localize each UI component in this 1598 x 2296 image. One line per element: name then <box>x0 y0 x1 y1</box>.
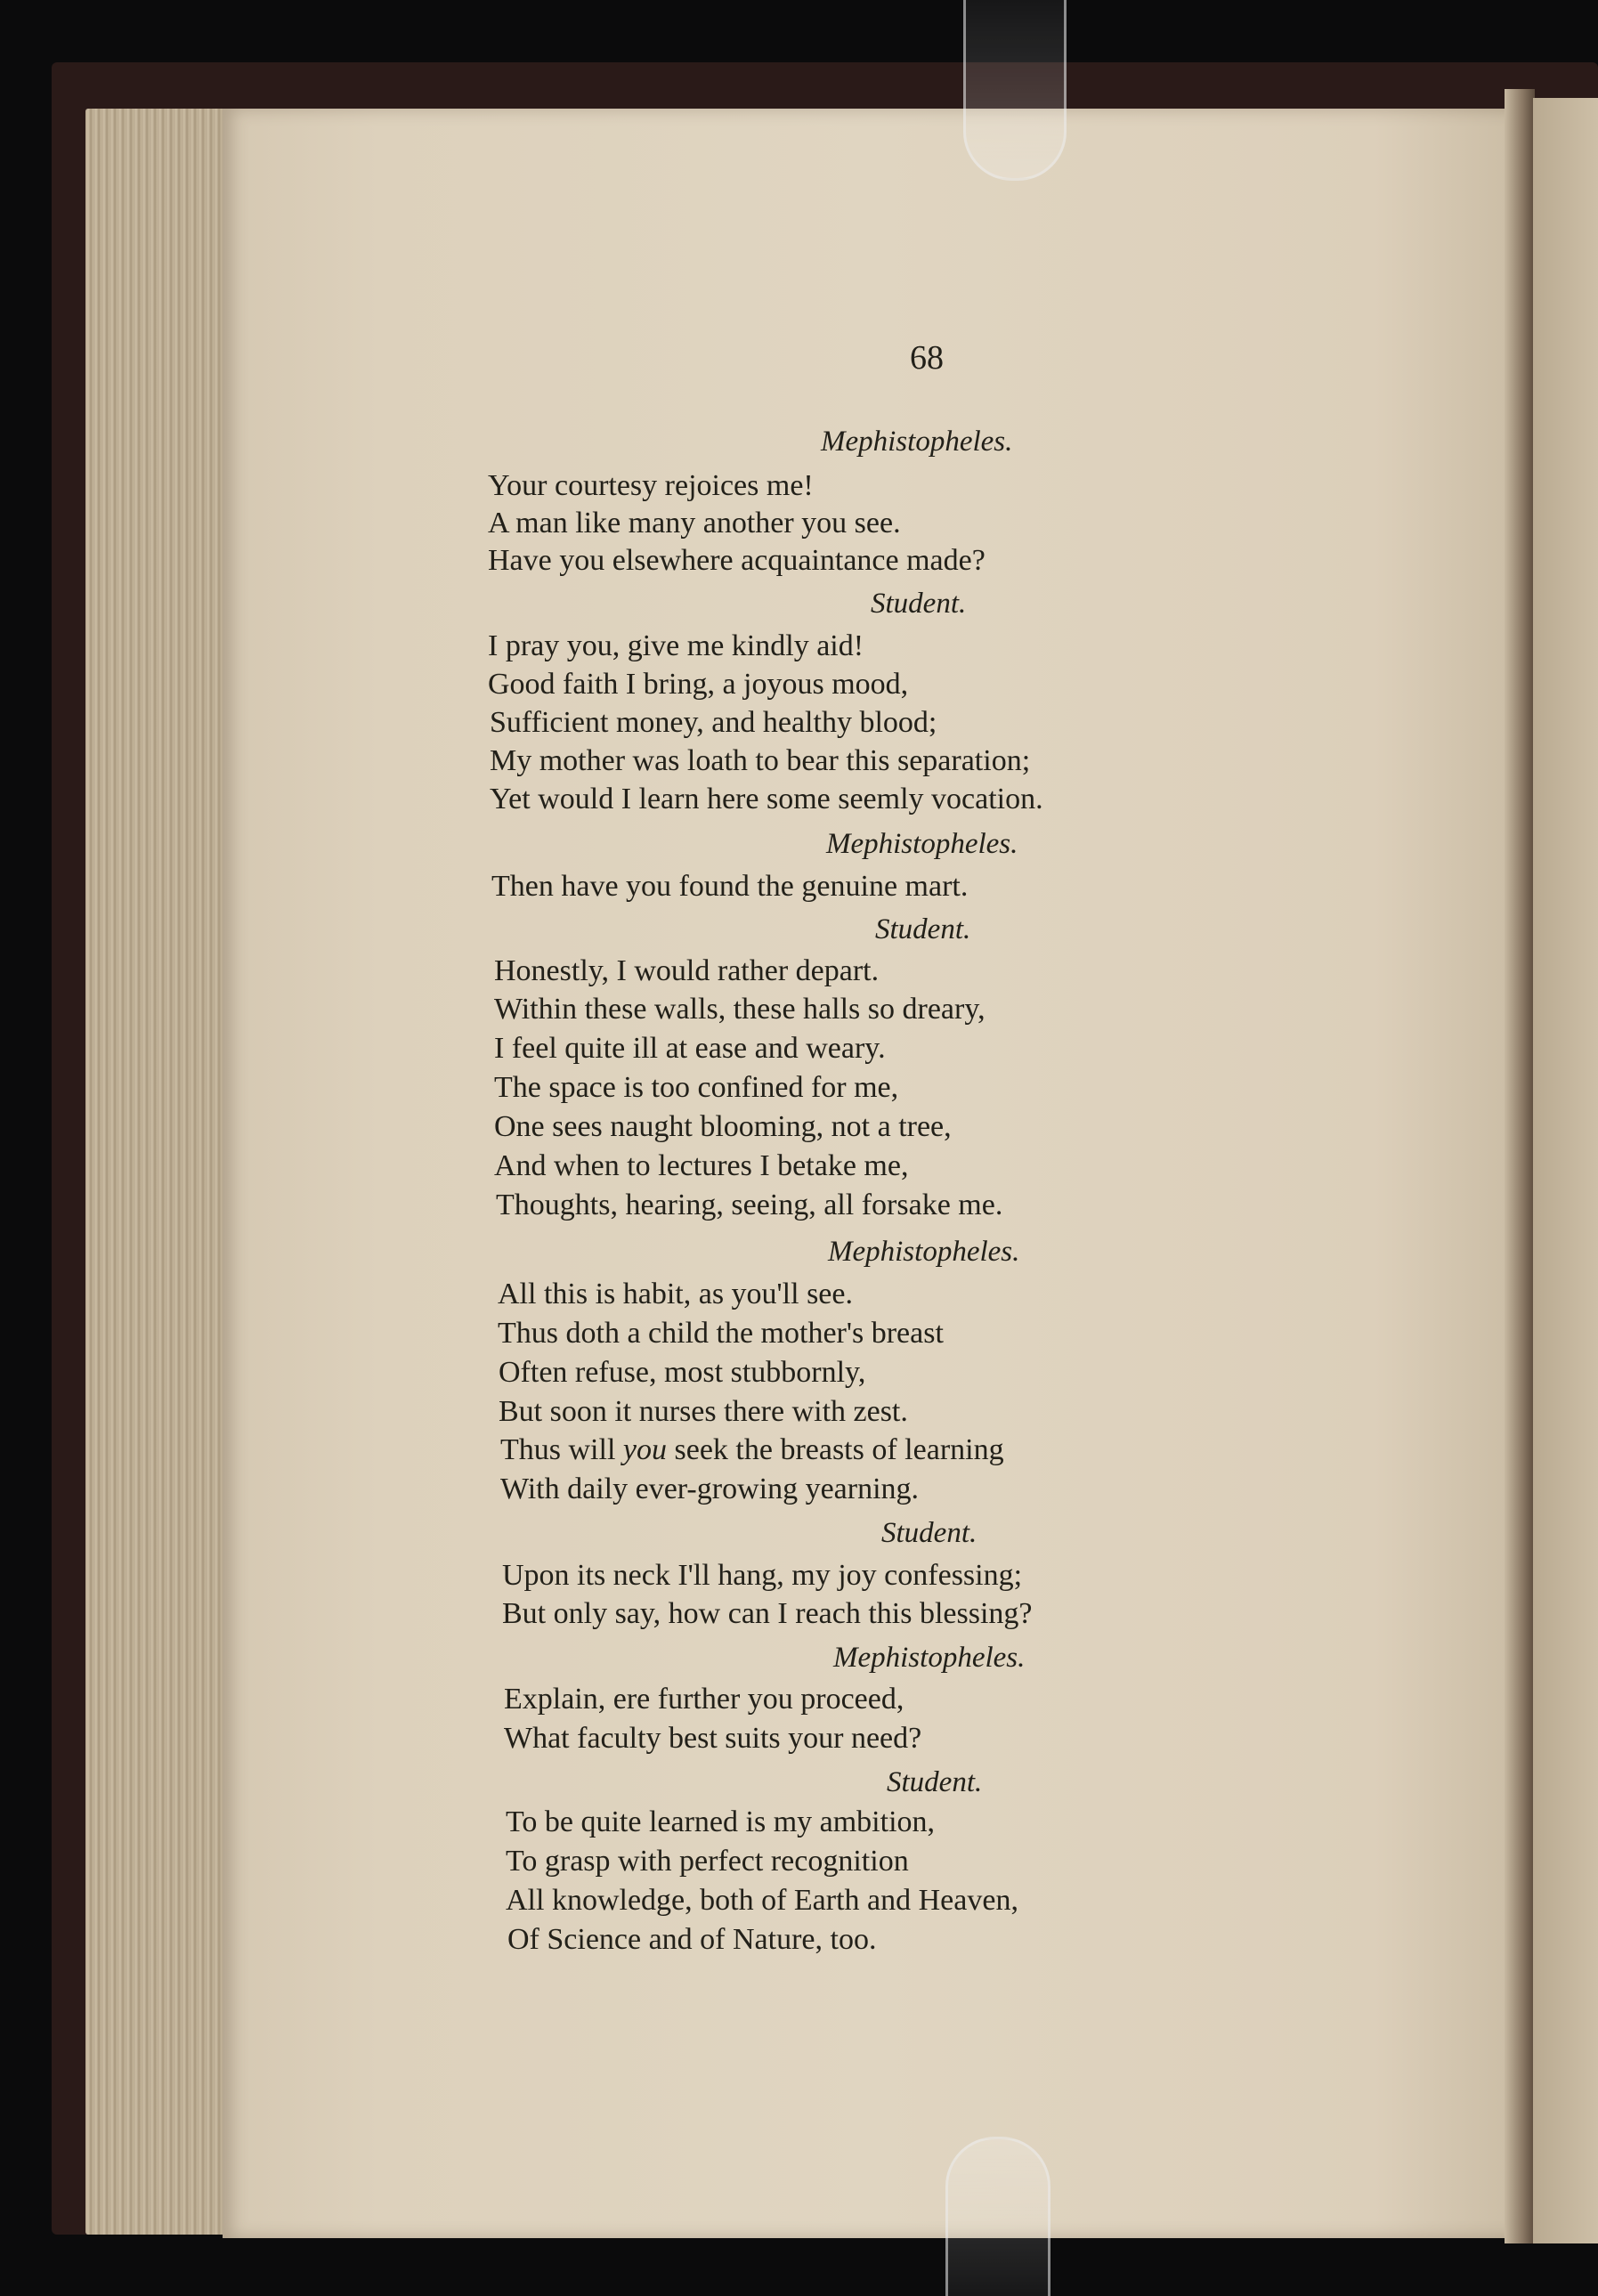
verse-text: seek the breasts of learning <box>667 1433 1004 1466</box>
verse-line: All this is habit, as you'll see. <box>498 1278 853 1310</box>
verse-line: But soon it nurses there with zest. <box>499 1395 908 1428</box>
verse-line: To be quite learned is my ambition, <box>506 1805 936 1838</box>
verse-line: Thus doth a child the mother's breast <box>498 1317 944 1350</box>
emphasized-word: you <box>622 1433 667 1466</box>
verse-line: Then have you found the genuine mart. <box>491 870 969 903</box>
verse-line: But only say, how can I reach this blessing? <box>502 1597 1033 1630</box>
verse-line: Good faith I bring, a joyous mood, <box>488 668 909 701</box>
verse-line: Your courtesy rejoices me! <box>488 469 814 502</box>
verse-line: Honestly, I would rather depart. <box>494 954 880 987</box>
verse-line: Within these walls, these halls so dreary, <box>494 993 986 1026</box>
verse-line <box>500 1432 1004 1469</box>
speaker-heading: Student. <box>871 588 967 620</box>
speaker-heading: Student. <box>887 1766 983 1798</box>
verse-line: Thoughts, hearing, seeing, all forsake me. <box>496 1189 1003 1221</box>
verse-line: Often refuse, most stubbornly, <box>499 1356 866 1389</box>
page-number: 68 <box>910 339 944 377</box>
verse-line: Of Science and of Nature, too. <box>507 1923 877 1956</box>
verse-line: All knowledge, both of Earth and Heaven, <box>506 1884 1018 1917</box>
verse-line: What faculty best suits your need? <box>504 1722 922 1755</box>
verse-line: I feel quite ill at ease and weary. <box>494 1032 886 1065</box>
verse-line: Sufficient money, and healthy blood; <box>490 706 937 739</box>
speaker-heading: Student. <box>875 913 971 945</box>
verse-line: With daily ever-growing yearning. <box>500 1473 920 1505</box>
speaker-heading: Mephistopheles. <box>826 828 1018 860</box>
speaker-heading: Student. <box>881 1517 977 1549</box>
verse-line: To grasp with perfect recognition <box>506 1845 909 1878</box>
verse-line: I pray you, give me kindly aid! <box>488 629 864 662</box>
verse-line: A man like many another you see. <box>488 507 901 540</box>
verse-line: One sees naught blooming, not a tree, <box>494 1110 952 1143</box>
verse-line: Have you elsewhere acquaintance made? <box>488 544 986 577</box>
verse-line: My mother was loath to bear this separation; <box>490 744 1031 777</box>
speaker-heading: Mephistopheles. <box>828 1236 1020 1268</box>
speaker-heading: Mephistopheles. <box>821 426 1013 458</box>
verse-text: Thus will <box>500 1433 623 1466</box>
verse-line: Upon its neck I'll hang, my joy confessing; <box>502 1559 1023 1592</box>
verse-line: And when to lectures I betake me, <box>494 1149 909 1182</box>
verse-line: Explain, ere further you proceed, <box>504 1683 904 1716</box>
verse-line: Yet would I learn here some seemly vocation. <box>490 783 1043 815</box>
speaker-heading: Mephistopheles. <box>833 1642 1026 1674</box>
verse-line: The space is too confined for me, <box>494 1071 899 1104</box>
